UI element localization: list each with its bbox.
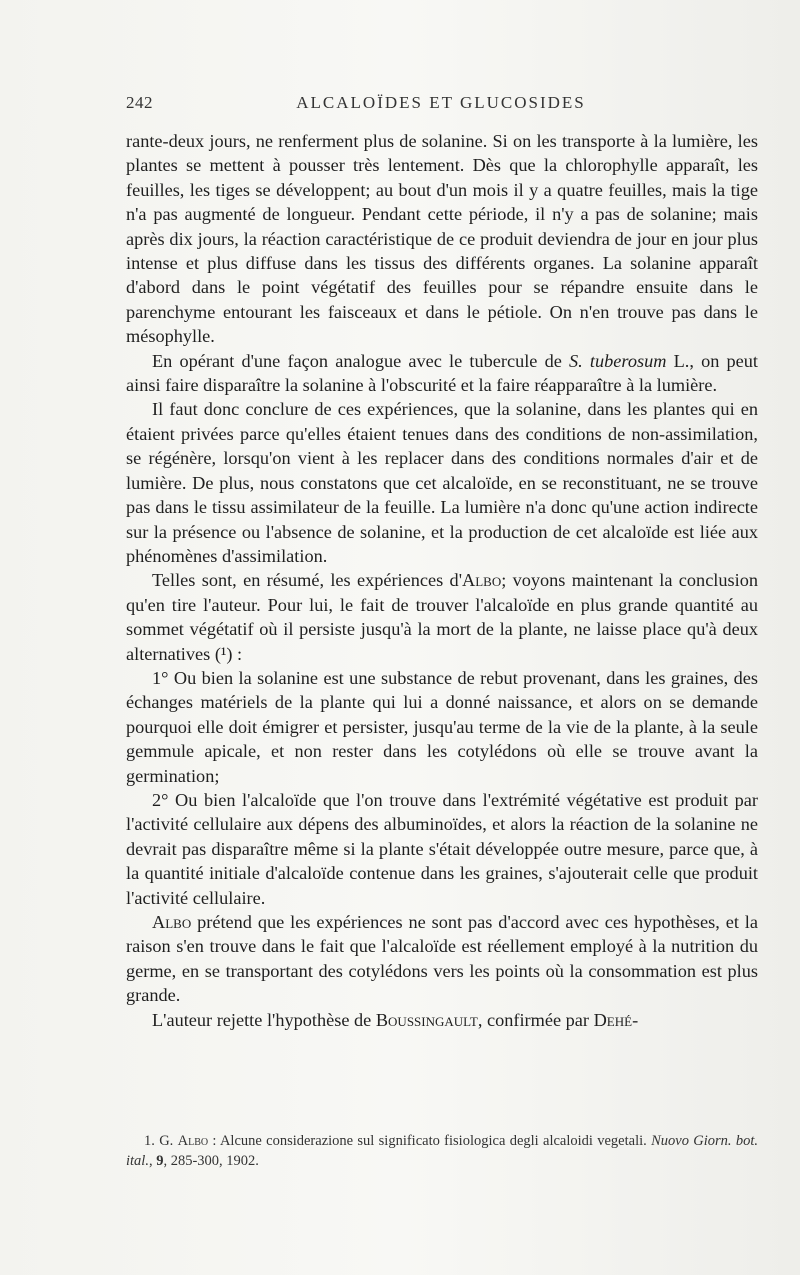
page-header xyxy=(126,93,756,117)
text-run: , 285-300, 1902. xyxy=(163,1153,259,1169)
footnote xyxy=(126,1131,758,1171)
text-run: L., on peut ainsi faire disparaître la solanine à l'obscurité et la faire réapparaître à la lumière. xyxy=(126,350,758,396)
author-name: Albo xyxy=(177,1133,209,1149)
footnote-number: 1. xyxy=(144,1133,155,1149)
paragraph: Il faut donc conclure de ces expériences, que la solanine, dans les plantes qui en étaient privées parce qu'elles étaient tenues dans des conditions de non-assimilation, se régénère, lorsqu'on vient à les replacer dans des conditions normales d'air et de lumière. De plus, nous constatons que cet alcaloïde, en se reconstituant, ne se trouve pas dans le tissu assimilateur de la feuille. La lumière n'a donc qu'une action indirecte sur la présence ou l'absence de solanine, et la production de cet alcaloïde est liée aux phénomènes d'assimilation. xyxy=(126,399,758,566)
author-name: Albo xyxy=(462,570,502,591)
text-run: G. xyxy=(154,1133,178,1149)
volume-number: 9 xyxy=(156,1153,164,1169)
text-run: prétend que les expériences ne sont pas d'accord avec ces hypothèses, et la raison s'en trouve dans le fait que l'alcaloïde est réellement employé à la nutrition du germe, en se transportant des cotylédons vers les points où la consommation est plus grande. xyxy=(126,912,758,1006)
paragraph: 1° Ou bien la solanine est une substance de rebut provenant, dans les graines, des échanges matériels de la plante qui lui a donné naissance, et alors on se demande pourquoi elle doit émigrer et persister, jusqu'au terme de la vie de la plante, à la seule gemmule apicale, et non rester dans les cotylédons où elle se trouve avant la germination; xyxy=(126,667,758,786)
text-run: L'auteur rejette l'hypothèse de xyxy=(152,1009,376,1030)
paragraph: 2° Ou bien l'alcaloïde que l'on trouve dans l'extrémité végétative est produit par l'activité cellulaire aux dépens des albuminoïdes, et alors la réaction de la solanine ne devrait pas disparaître même si la plante s'était développée outre mesure, parce que, à la quantité initiale d'alcaloïde contenue dans les graines, s'ajouterait celle que produit l'activité cellulaire. xyxy=(126,789,758,908)
text-run: : Alcune considerazione sul significato fisiologica degli alcaloidi vegetali. xyxy=(208,1133,652,1149)
species-name: S. tuberosum xyxy=(569,350,667,371)
footnote-entry: 1. G. Albo : Alcune considerazione sul significato fisiologica degli alcaloidi vegetali. Nuovo Giorn. bot. ital., 9, 285-300, 1902. xyxy=(126,1133,759,1169)
paragraph xyxy=(126,349,758,398)
author-name: Dehé- xyxy=(593,1009,639,1030)
text-run: , confirmée par xyxy=(477,1009,594,1030)
page-number: 242 xyxy=(126,93,153,112)
text-run: En opérant d'une façon analogue avec le tubercule de xyxy=(152,350,570,371)
text-run: Telles sont, en résumé, les expériences d' xyxy=(152,570,462,591)
author-name: Boussingault xyxy=(375,1009,478,1030)
author-name: Albo xyxy=(152,912,192,932)
paragraph xyxy=(126,568,758,666)
paragraph xyxy=(126,910,758,1008)
text-run: ; voyons maintenant la conclusion qu'en tire l'auteur. Pour lui, le fait de trouver l'alcaloïde en plus grande quantité au sommet végétatif où il persiste jusqu'à la mort de la plante, ne laisse place qu'à deux alternatives (¹) : xyxy=(126,570,758,664)
paragraph xyxy=(126,1008,758,1032)
body-text xyxy=(126,129,758,1032)
paragraph: rante-deux jours, ne renferment plus de solanine. Si on les transporte à la lumière, les plantes se mettent à pousser très lentement. Dès que la chlorophylle apparaît, les feuilles, les tiges se développent; au bout d'un mois il y a quatre feuilles, mais la tige n'a pas augmenté de longueur. Pendant cette période, il n'y a pas de solanine; mais après dix jours, la réaction caractéristique de ce produit deviendra de jour en jour plus intense et plus diffuse dans les tissus des différents organes. La solanine apparaît d'abord dans le point végétatif des feuilles pour se répandre ensuite dans le parenchyme entourant les faisceaux et dans le pétiole. On n'en trouve pas dans le mésophylle. xyxy=(126,131,758,347)
running-title: ALCALOÏDES ET GLUCOSIDES xyxy=(296,93,586,112)
journal-name: Nuovo Giorn. bot. ital. xyxy=(126,1133,759,1169)
